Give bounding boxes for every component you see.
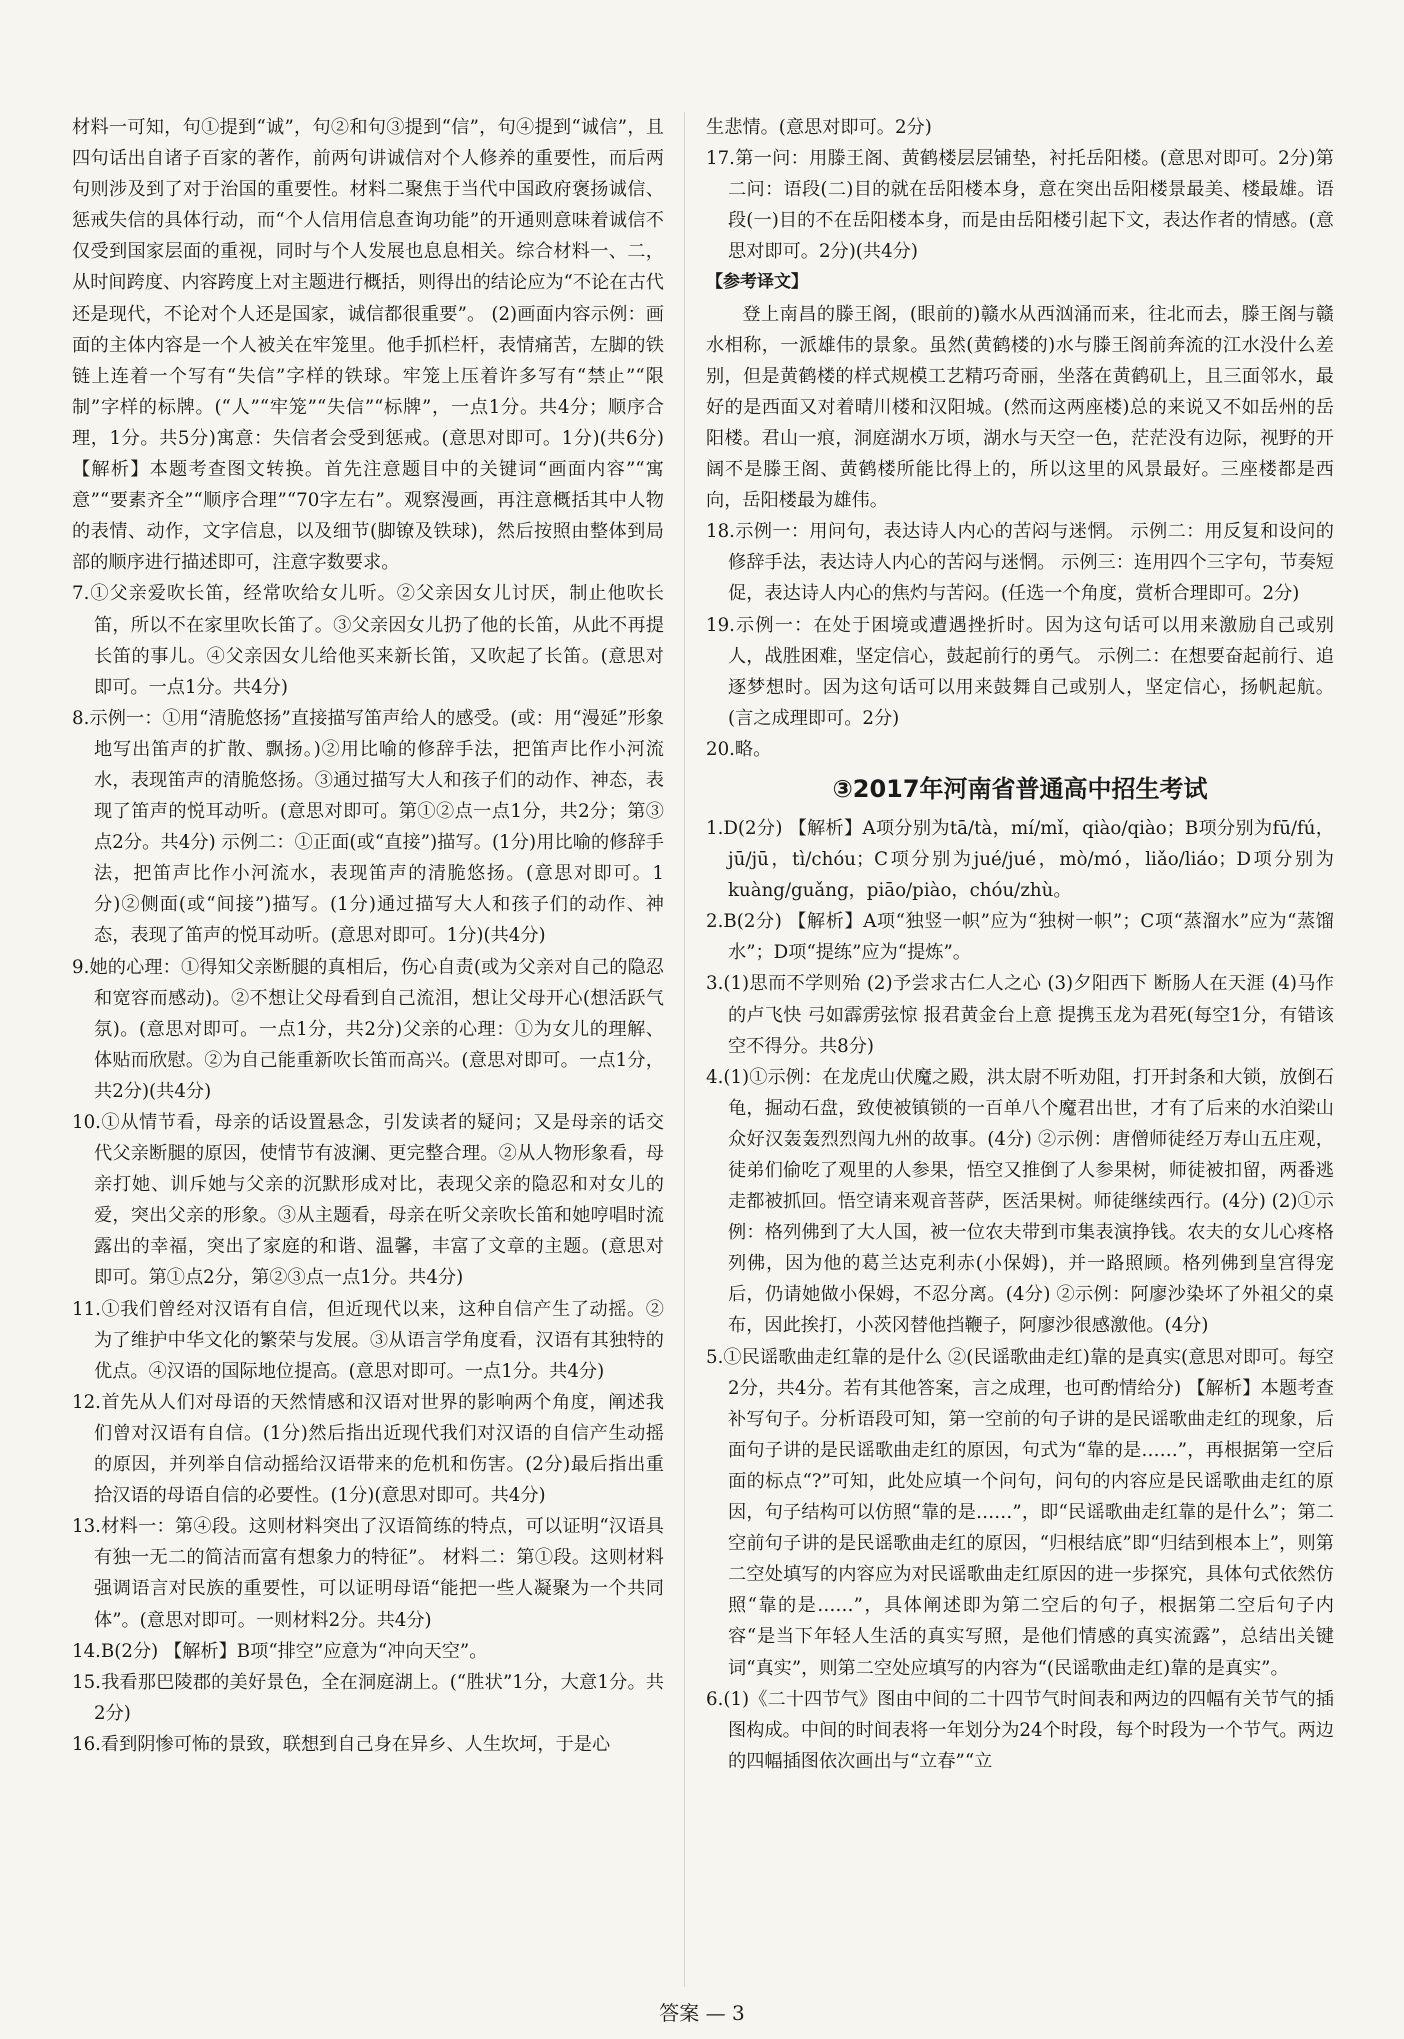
answer-16-continued: 生悲情。(意思对即可。2分) xyxy=(706,117,932,138)
answer-12: 12.首先从人们对母语的天然情感和汉语对世界的影响两个角度，阐述我们曾对汉语有自信。(1分)然后指出近现代我们对汉语的自信产生动摇的原因，并列举自信动摇给汉语带来的危机和伤害。(2分)最后指出重拾汉语的母语自信的必要性。(1分)(意思对即可。共4分) xyxy=(72,1391,664,1507)
answer-16: 16.看到阴惨可怖的景致，联想到自己身在异乡、人生坎坷，于是心 xyxy=(72,1733,611,1755)
exam-answer-3: 3.(1)思而不学则殆 (2)予尝求古仁人之心 (3)夕阳西下 断肠人在天涯 (4)马作的卢飞快 弓如霹雳弦惊 报君黄金台上意 提携玉龙为君死(每空1分，有错该空不得分。共8分) xyxy=(706,973,1334,1057)
answer-14: 14.B(2分) 【解析】B项“排空”应意为“冲向天空”。 xyxy=(72,1640,488,1662)
exam-answer-6: 6.(1)《二十四节气》图由中间的二十四节气时间表和两边的四幅有关节气的插图构成。中间的时间表将一年划分为24个时段，每个时段为一个节气。两边的四幅插图依次画出与“立春”“立 xyxy=(706,1688,1334,1772)
left-column xyxy=(72,112,664,2002)
answer-17: 17.第一问：用滕王阁、黄鹤楼层层铺垫，衬托岳阳楼。(意思对即可。2分)第二问：语段(二)目的就在岳阳楼本身，意在突出岳阳楼景最美、楼最雄。语段(一)目的不在岳阳楼本身，而是由岳阳楼引起下文，表达作者的情感。(意思对即可。2分)(共4分) xyxy=(706,148,1334,263)
exam-answer-5: 5.①民谣歌曲走红靠的是什么 ②(民谣歌曲走红)靠的是真实(意思对即可。每空2分，共4分。若有其他答案，言之成理，也可酌情给分) 【解析】本题考查补写句子。分析语段可知，第一空前的句子讲的是民谣歌曲走红的现象，后面句子讲的是民谣歌曲走红的原因，句式为“靠的是……”，再根据第一空后面的标点“?”可知，此处应填一个问句，问句的内容应是民谣歌曲走红的原因，句子结构可以仿照“靠的是……”，即“民谣歌曲走红靠的是什么”；第二空前句子讲的是民谣歌曲走红的原因，“归根结底”即“归结到根本上”，则第二空处填写的内容应为对民谣歌曲走红原因的进一步探究，具体句式依然仿照“靠的是……”，具体阐述即为第二空后的句子，根据第二空后句子内容“是当下年轻人生活的真实写照，是他们情感的真实流露”，总结出关键词“真实”，则第二空处应填写的内容为“(民谣歌曲走红)靠的是真实”。 xyxy=(706,1346,1334,1679)
reference-translation-heading: 【参考译文】 xyxy=(706,272,808,293)
reference-translation: 登上南昌的滕王阁，(眼前的)赣水从西汹涌而来，往北而去，滕王阁与赣水相称，一派雄伟的景象。虽然(黄鹤楼的)水与滕王阁前奔流的江水没什么差别，但是黄鹤楼的样式规模工艺精巧奇丽，坐落在黄鹤矶上，且三面邻水，最好的是西面又对着晴川楼和汉阳城。(然而这两座楼)总的来说又不如岳州的岳阳楼。君山一痕，洞庭湖水万顷，湖水与天空一色，茫茫没有边际，视野的开阔不是滕王阁、黄鹤楼所能比得上的，所以这里的风景最好。三座楼都是西向，岳阳楼最为雄伟。 xyxy=(706,303,1334,512)
right-column xyxy=(706,112,1334,2002)
exam-answer-2: 2.B(2分) 【解析】A项“独竖一帜”应为“独树一帜”；C项“蒸溜水”应为“蒸馏水”；D项“提练”应为“提炼”。 xyxy=(706,911,1334,964)
answer-6-continued: 材料一可知，句①提到“诚”，句②和句③提到“信”，句④提到“诚信”，且四句话出自诸子百家的著作，前两句讲诚信对个人修养的重要性，而后两句则涉及到了对于治国的重要性。材料二聚焦于当代中国政府褒扬诚信、惩戒失信的具体行动，而“个人信用信息查询功能”的开通则意味着诚信不仅受到国家层面的重视，同时与个人发展也息息相关。综合材料一、二，从时间跨度、内容跨度上对主题进行概括，则得出的结论应为“不论在古代还是现代，不论对个人还是国家，诚信都很重要”。 (2)画面内容示例：画面的主体内容是一个人被关在牢笼里。他手抓栏杆，表情痛苦，左脚的铁链上连着一个写有“失信”字样的铁球。牢笼上压着许多写有“禁止”“限制”字样的标牌。(“人”“牢笼”“失信”“标牌”，一点1分。共4分；顺序合理，1分。共5分)寓意：失信者会受到惩戒。(意思对即可。1分)(共6分) 【解析】本题考查图文转换。首先注意题目中的关键词“画面内容”“寓意”“要素齐全”“顺序合理”“70字左右”。观察漫画，再注意概括其中人物的表情、动作，文字信息，以及细节(脚镣及铁球)，然后按照由整体到局部的顺序进行描述即可，注意字数要求。 xyxy=(72,117,664,574)
answer-19: 19.示例一：在处于困境或遭遇挫折时。因为这句话可以用来激励自己或别人，战胜困难，坚定信心，鼓起前行的勇气。 示例二：在想要奋起前行、追逐梦想时。因为这句话可以用来鼓舞自己或别人，坚定信心，扬帆起航。(言之成理即可。2分) xyxy=(706,614,1334,729)
answer-13: 13.材料一：第④段。这则材料突出了汉语简练的特点，可以证明“汉语具有独一无二的简洁而富有想象力的特征”。 材料二：第①段。这则材料强调语言对民族的重要性，可以证明母语“能把一些人凝聚为一个共同体”。(意思对即可。一则材料2分。共4分) xyxy=(72,1516,664,1631)
exam-answer-4: 4.(1)①示例：在龙虎山伏魔之殿，洪太尉不听劝阻，打开封条和大锁，放倒石龟，掘动石盘，致使被镇锁的一百单八个魔君出世，才有了后来的水泊梁山众好汉轰轰烈烈闯九州的故事。(4分) ②示例：唐僧师徒经万寿山五庄观，徒弟们偷吃了观里的人参果，悟空又推倒了人参果树，师徒被扣留，两番逃走都被抓回。悟空请来观音菩萨，医活果树。师徒继续西行。(4分) (2)①示例：格列佛到了大人国，被一位农夫带到市集表演挣钱。农夫的女儿心疼格列佛，因为他的葛兰达克利赤(小保姆)，并一路照顾。格列佛到皇宫得宠后，仍请她做小保姆，不忍分离。(4分) ②示例：阿廖沙染坏了外祖父的桌布，因此挨打，小茨冈替他挡鞭子，阿廖沙很感激他。(4分) xyxy=(706,1066,1334,1337)
page-footer: 答案 — 3 xyxy=(659,2001,745,2025)
answer-20: 20.略。 xyxy=(706,738,772,760)
column-divider xyxy=(684,112,685,1987)
answer-10: 10.①从情节看，母亲的话设置悬念，引发读者的疑问；又是母亲的话交代父亲断腿的原因，使情节有波澜、更完整合理。②从人物形象看，母亲打她、训斥她与父亲的沉默形成对比，表现父亲的隐忍和对女儿的爱，突出父亲的形象。③从主题看，母亲在听父亲吹长笛和她哼唱时流露出的幸福，突出了家庭的和谐、温馨，丰富了文章的主题。(意思对即可。第①点2分，第②③点一点1分。共4分) xyxy=(72,1112,664,1289)
answer-8: 8.示例一：①用“清脆悠扬”直接描写笛声给人的感受。(或：用“漫延”形象地写出笛声的扩散、飘扬。)②用比喻的修辞手法，把笛声比作小河流水，表现笛声的清脆悠扬。③通过描写大人和孩子们的动作、神态，表现了笛声的悦耳动听。(意思对即可。第①②点一点1分，共2分；第③点2分。共4分) 示例二：①正面(或“直接”)描写。(1分)用比喻的修辞手法，把笛声比作小河流水，表现笛声的清脆悠扬。(意思对即可。1分)②侧面(或“间接”)描写。(1分)通过描写大人和孩子们的动作、神态，表现了笛声的悦耳动听。(意思对即可。1分)(共4分) xyxy=(72,707,664,947)
answer-18: 18.示例一：用问句，表达诗人内心的苦闷与迷惘。 示例二：用反复和设问的修辞手法，表达诗人内心的苦闷与迷惘。 示例三：连用四个三字句，节奏短促，表达诗人内心的焦灼与苦闷。(任选一个角度，赏析合理即可。2分) xyxy=(706,521,1334,605)
exam-answer-1: 1.D(2分) 【解析】A项分别为tā/tà，mí/mǐ，qiào/qiào；B项分别为fū/fú，jū/jū，tì/chóu；C项分别为jué/jué，mò/mó，liǎo/liáo；D项分别为kuàng/guǎng，piāo/piào，chóu/zhù。 xyxy=(706,817,1334,902)
answer-9: 9.她的心理：①得知父亲断腿的真相后，伤心自责(或为父亲对自己的隐忍和宽容而感动)。②不想让父母看到自己流泪，想让父母开心(想活跃气氛)。(意思对即可。一点1分，共2分)父亲的心理：①为女儿的理解、体贴而欣慰。②为自己能重新吹长笛而高兴。(意思对即可。一点1分，共2分)(共4分) xyxy=(72,956,664,1102)
answer-11: 11.①我们曾经对汉语有自信，但近现代以来，这种自信产生了动摇。②为了维护中华文化的繁荣与发展。③从语言学角度看，汉语有其独特的优点。④汉语的国际地位提高。(意思对即可。一点1分。共4分) xyxy=(72,1298,664,1382)
exam-section-title: ③2017年河南省普通高中招生考试 xyxy=(832,774,1208,803)
answer-15: 15.我看那巴陵郡的美好景色，全在洞庭湖上。(“胜状”1分，大意1分。共2分) xyxy=(72,1671,664,1724)
answer-7: 7.①父亲爱吹长笛，经常吹给女儿听。②父亲因女儿讨厌，制止他吹长笛，所以不在家里吹长笛了。③父亲因女儿扔了他的长笛，从此不再提长笛的事儿。④父亲因女儿给他买来新长笛，又吹起了长笛。(意思对即可。一点1分。共4分) xyxy=(72,583,664,698)
